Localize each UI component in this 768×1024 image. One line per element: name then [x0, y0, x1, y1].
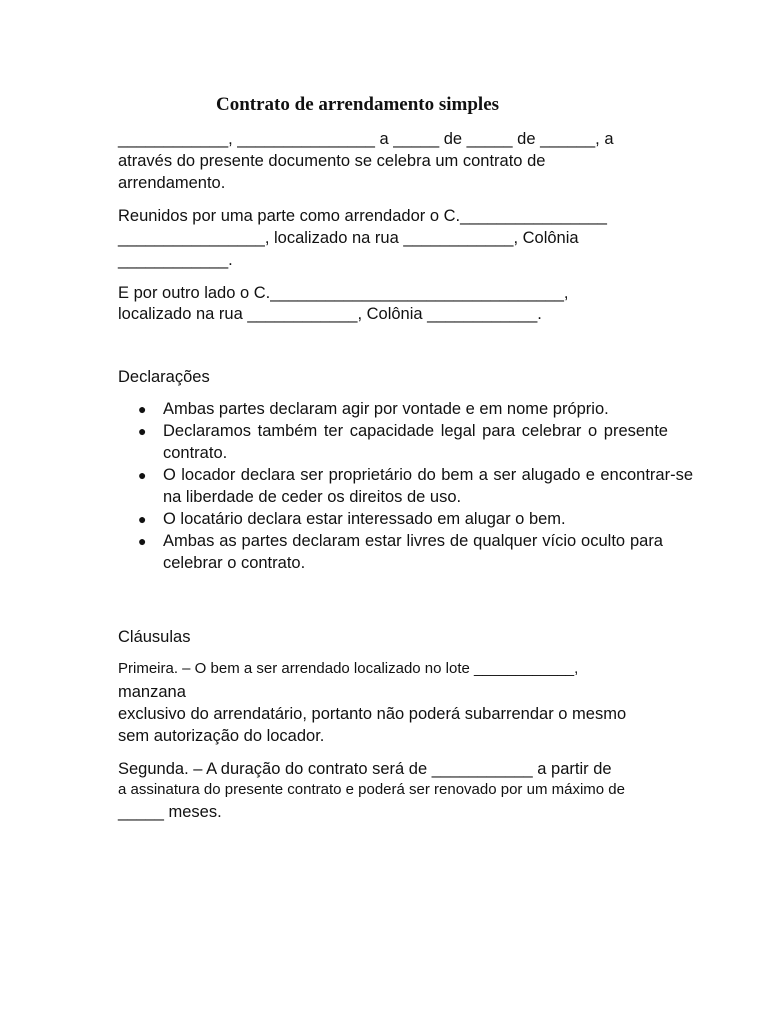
- intro-line-2: através do presente documento se celebra um contrato de: [118, 152, 546, 170]
- declaration-text: Declaramos também ter capacidade legal para celebrar o presente contrato.: [163, 422, 668, 462]
- clause-primeira-line-4: sem autorização do locador.: [118, 727, 325, 745]
- declaration-text: Ambas as partes declaram estar livres de qualquer vício oculto para celebrar o contrato.: [163, 532, 663, 572]
- declarations-heading: Declarações: [118, 368, 210, 386]
- clauses-heading: Cláusulas: [118, 628, 191, 646]
- intro-line-1: ____________, _______________ a _____ de _____ de ______, a: [118, 130, 614, 148]
- bullet-icon: ●: [138, 401, 147, 417]
- party1-line-1: Reunidos por uma parte como arrendador o C.________________: [118, 207, 607, 225]
- party1-line-3: ____________.: [118, 251, 233, 269]
- clause-segunda-line-1: Segunda. – A duração do contrato será de ___________ a partir de: [118, 760, 612, 778]
- list-item: [138, 508, 603, 530]
- bullet-icon: ●: [138, 533, 147, 549]
- bullet-icon: ●: [138, 511, 147, 527]
- clause-primeira-line-2: manzana: [118, 683, 186, 701]
- clause-segunda-line-3: _____ meses.: [118, 803, 222, 821]
- declaration-text: O locador declara ser proprietário do bem a ser alugado e encontrar-se na liberdade de ceder os direitos de uso.: [163, 466, 693, 506]
- party2-line-2: localizado na rua ____________, Colônia ____________.: [118, 305, 542, 323]
- declaration-text: O locatário declara estar interessado em alugar o bem.: [163, 510, 566, 528]
- party1-line-2: ________________, localizado na rua ____________, Colônia: [118, 229, 579, 247]
- bullet-icon: ●: [138, 467, 147, 483]
- clause-segunda-line-2: a assinatura do presente contrato e poderá ser renovado por um máximo de: [118, 781, 625, 798]
- bullet-icon: ●: [138, 423, 147, 439]
- clause-primeira-line-1: Primeira. – O bem a ser arrendado localizado no lote ____________,: [118, 660, 579, 677]
- party2-line-1: E por outro lado o C.________________________________,: [118, 284, 569, 302]
- intro-line-3: arrendamento.: [118, 174, 226, 192]
- clause-primeira-line-3: exclusivo do arrendatário, portanto não poderá subarrendar o mesmo: [118, 705, 627, 723]
- declarations-list: [138, 398, 698, 574]
- list-item: [138, 530, 663, 574]
- list-item: [138, 420, 668, 464]
- list-item: [138, 398, 633, 420]
- document-title: Contrato de arrendamento simples: [216, 94, 500, 115]
- list-item: [138, 464, 693, 508]
- declaration-text: Ambas partes declaram agir por vontade e em nome próprio.: [163, 400, 609, 418]
